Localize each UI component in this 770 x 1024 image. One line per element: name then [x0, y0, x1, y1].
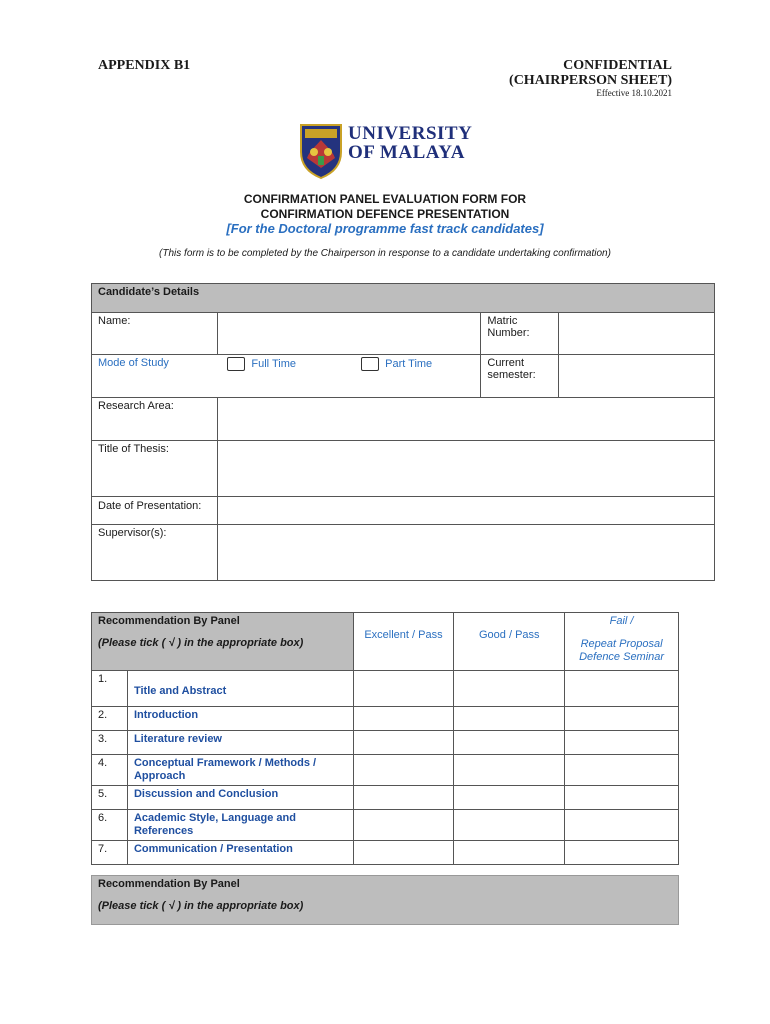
form-title	[0, 192, 770, 222]
tick-good[interactable]	[454, 755, 565, 786]
tick-good[interactable]	[454, 786, 565, 810]
form-title-line2: CONFIRMATION DEFENCE PRESENTATION	[260, 207, 510, 221]
tick-excellent[interactable]	[353, 731, 454, 755]
name-field[interactable]	[217, 313, 481, 355]
matric-field[interactable]	[559, 313, 715, 355]
semester-field[interactable]	[559, 355, 715, 398]
recommendation-title: Recommendation By Panel	[98, 615, 240, 627]
criterion-num: 7.	[92, 841, 128, 865]
full-time-label: Full Time	[251, 357, 296, 370]
part-time-option[interactable]	[355, 355, 481, 398]
tick-fail[interactable]	[565, 707, 679, 731]
university-logo	[298, 122, 473, 180]
tick-excellent[interactable]	[353, 671, 454, 707]
criterion-num: 5.	[92, 786, 128, 810]
recommendation-table	[91, 612, 679, 865]
criterion-label: Academic Style, Language and References	[127, 810, 353, 841]
tick-excellent[interactable]	[353, 841, 454, 865]
supervisor-label: Supervisor(s):	[92, 525, 218, 581]
tick-good[interactable]	[454, 841, 565, 865]
crest-icon	[298, 122, 344, 180]
matric-label: Matric Number:	[481, 313, 559, 355]
criterion-label: Discussion and Conclusion	[127, 786, 353, 810]
candidate-details-table	[91, 283, 715, 581]
col-fail-line2: Repeat Proposal Defence Seminar	[579, 638, 665, 663]
part-time-checkbox[interactable]	[361, 357, 379, 371]
criterion-label: Conceptual Framework / Methods / Approach	[127, 755, 353, 786]
form-title-line1: CONFIRMATION PANEL EVALUATION FORM FOR	[243, 192, 527, 206]
tick-good[interactable]	[454, 707, 565, 731]
candidate-section-title: Candidate’s Details	[92, 284, 715, 313]
criterion-num: 3.	[92, 731, 128, 755]
tick-excellent[interactable]	[353, 786, 454, 810]
criterion-num: 6.	[92, 810, 128, 841]
tick-excellent[interactable]	[353, 707, 454, 731]
thesis-label: Title of Thesis:	[92, 441, 218, 497]
criterion-label: Title and Abstract	[127, 671, 353, 707]
criterion-num: 4.	[92, 755, 128, 786]
col-excellent: Excellent / Pass	[353, 613, 454, 671]
logo-line2: OF MALAYA	[348, 142, 465, 163]
tick-fail[interactable]	[565, 731, 679, 755]
mode-label: Mode of Study	[92, 355, 218, 398]
tick-excellent[interactable]	[353, 755, 454, 786]
part-time-label: Part Time	[385, 357, 433, 370]
tick-fail[interactable]	[565, 671, 679, 707]
research-label: Research Area:	[92, 398, 218, 441]
col-good: Good / Pass	[454, 613, 565, 671]
research-field[interactable]	[217, 398, 714, 441]
full-time-option[interactable]	[217, 355, 355, 398]
criterion-label: Literature review	[127, 731, 353, 755]
thesis-field[interactable]	[217, 441, 714, 497]
tick-fail[interactable]	[565, 810, 679, 841]
form-subtitle: [For the Doctoral programme fast track candidates]	[226, 221, 544, 236]
tick-excellent[interactable]	[353, 810, 454, 841]
criterion-label: Communication / Presentation	[127, 841, 353, 865]
confidential-header	[509, 58, 672, 88]
effective-date: Effective 18.10.2021	[596, 88, 672, 98]
form-note: (This form is to be completed by the Chairperson in response to a candidate undertaking confirmation)	[159, 248, 611, 259]
criterion-label: Introduction	[127, 707, 353, 731]
date-label: Date of Presentation:	[92, 497, 218, 525]
recommendation-header	[92, 613, 354, 671]
tick-good[interactable]	[454, 731, 565, 755]
col-fail-line1: Fail /	[609, 615, 634, 627]
full-time-checkbox[interactable]	[227, 357, 245, 371]
recommendation-box-2	[91, 875, 679, 925]
name-label: Name:	[92, 313, 218, 355]
confidential-label: CONFIDENTIAL	[563, 58, 672, 73]
appendix-label: APPENDIX B1	[98, 58, 191, 73]
supervisor-field[interactable]	[217, 525, 714, 581]
col-fail	[565, 613, 679, 671]
recommendation-instruction: (Please tick ( √ ) in the appropriate box)	[98, 637, 304, 649]
criterion-num: 1.	[92, 671, 128, 707]
logo-wordmark	[348, 124, 472, 162]
tick-fail[interactable]	[565, 786, 679, 810]
date-field[interactable]	[217, 497, 714, 525]
logo-line1: UNIVERSITY	[348, 123, 473, 144]
tick-good[interactable]	[454, 671, 565, 707]
tick-fail[interactable]	[565, 755, 679, 786]
criterion-num: 2.	[92, 707, 128, 731]
tick-fail[interactable]	[565, 841, 679, 865]
recommendation2-title: Recommendation By Panel	[98, 878, 240, 890]
sheet-label: (CHAIRPERSON SHEET)	[509, 73, 672, 88]
semester-label: Current semester:	[481, 355, 559, 398]
tick-good[interactable]	[454, 810, 565, 841]
recommendation2-instruction: (Please tick ( √ ) in the appropriate box)	[98, 900, 304, 912]
